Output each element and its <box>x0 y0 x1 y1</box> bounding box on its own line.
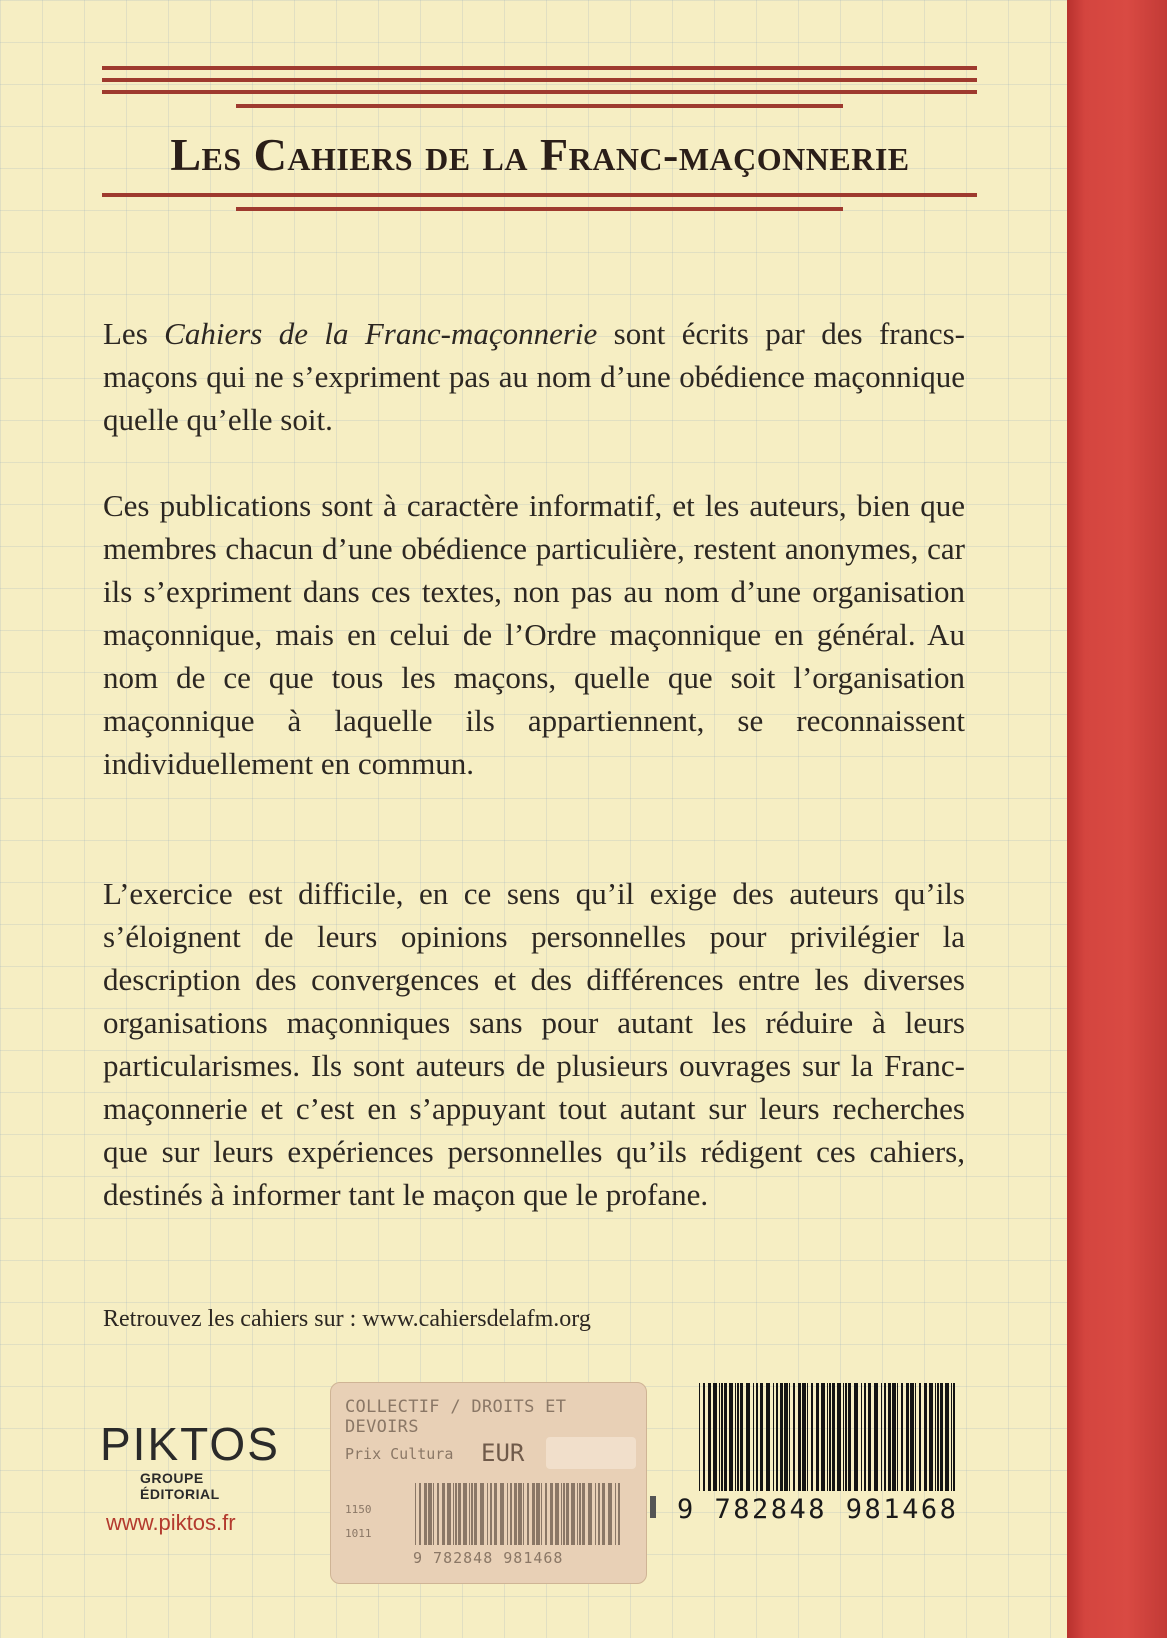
top-rule-1 <box>102 66 977 70</box>
sticker-currency: EUR <box>481 1439 525 1467</box>
price-sticker <box>330 1382 647 1584</box>
exercise-paragraph: L’exercice est difficile, en ce sens qu’il exige des auteurs qu’ils s’éloignent de leurs opinions personnelles pour privilégier la description des convergences et des différences entre les diverses organisations maçonniques sans pour autant les réduire à leurs particularismes. Ils sont auteurs de plusieurs ouvrages sur la Franc-maçonnerie et c’est en s’appuyant tout autant sur leurs recherches que sur leurs expériences personnelles qu’ils rédigent ces cahiers, destinés à informer tant le maçon que le profane. <box>103 876 965 1212</box>
intro-paragraph <box>103 312 965 441</box>
sticker-code-1: 1150 <box>345 1503 372 1516</box>
red-spine-band <box>1067 0 1167 1638</box>
top-rule-3 <box>102 90 977 94</box>
sticker-code-2: 1011 <box>345 1527 372 1540</box>
sticker-barcode-number: 9 782848 981468 <box>413 1549 564 1567</box>
barcode-icon <box>697 1383 959 1491</box>
intro-italic-title: Cahiers de la Franc-maçonnerie <box>164 316 598 351</box>
intro-rest: sont écrits par des francs-maçons qui ne s’expriment pas au nom d’une obédience maçonnique quelle qu’elle soit. <box>103 316 965 437</box>
sticker-barcode-icon <box>413 1483 623 1545</box>
bottom-rule-1 <box>102 193 977 197</box>
website-line: Retrouvez les cahiers sur : www.cahiersdelafm.org <box>103 1306 591 1332</box>
piktos-url: www.piktos.fr <box>106 1510 236 1535</box>
publications-paragraph: Ces publications sont à caractère informatif, et les auteurs, bien que membres chacun d’une obédience particulière, restent anonymes, car ils s’expriment dans ces textes, non pas au nom d’une organisation maçonnique, mais en celui de l’Ordre maçonnique en général. Au nom de ce que tous les maçons, quelle que soit l’organisation maçonnique à laquelle ils appartiennent, se reconnaissent individuellement en commun. <box>103 488 965 781</box>
top-rule-4 <box>236 104 843 108</box>
intro-lead: Les <box>103 316 165 351</box>
sticker-prix-label: Prix Cultura <box>345 1445 454 1463</box>
piktos-logo <box>100 1418 280 1502</box>
piktos-logo-word: PIKTOS <box>100 1418 280 1470</box>
sticker-price-blank <box>546 1437 636 1469</box>
piktos-logo-subtitle: GROUPE ÉDITORIAL <box>140 1470 220 1502</box>
series-title: Les Cahiers de la Franc-maçonnerie <box>170 129 910 180</box>
isbn-quiet-mark <box>650 1496 656 1518</box>
bottom-rule-2 <box>236 207 843 211</box>
sticker-title: COLLECTIF / DROITS ET DEVOIRS <box>345 1397 567 1437</box>
top-rule-2 <box>102 78 977 82</box>
isbn-digits: 9 782848 981468 <box>677 1494 959 1525</box>
